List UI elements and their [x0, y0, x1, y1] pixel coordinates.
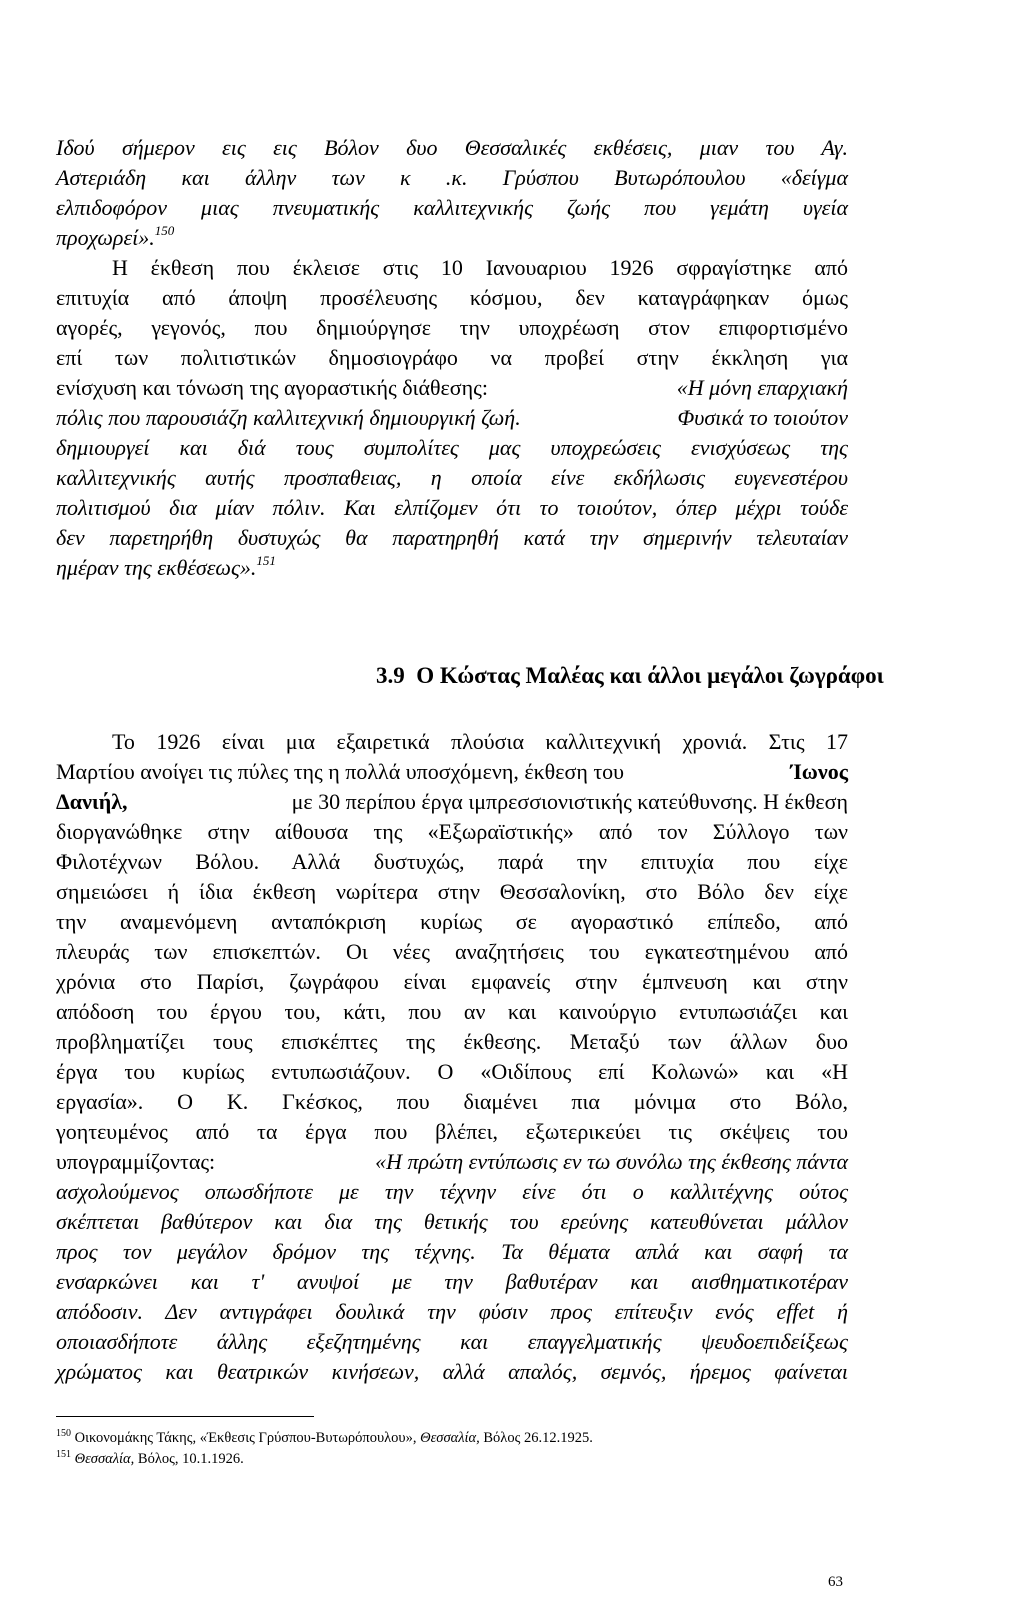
para2-line-18: προς τον μεγάλον δρόμον της τέχνης. Τα θέματα απλά και σαφή τα — [56, 1239, 848, 1264]
para2-line-8: πλευράς των επισκεπτών. Οι νέες αναζητήσεις του εγκατεστημένου από — [56, 939, 848, 964]
page-number: 63 — [828, 1574, 843, 1590]
para2-line-5: Φιλοτέχνων Βόλου. Αλλά δυστυχώς, παρά την επιτυχία που είχε — [56, 849, 848, 874]
para2-line-4: διοργανώθηκε στην αίθουσα της «Εξωραϊστικής» από τον Σύλλογο των — [56, 819, 848, 844]
footnote-details: Βόλος, 10.1.1926. — [137, 1451, 244, 1467]
para1-line-6-b: Φυσικά το τοιούτον — [677, 405, 848, 430]
para2-line-10: απόδοση του έργου του, κάτι, που αν και καινούργιο εντυπωσιάζει και — [56, 999, 848, 1024]
para2-line-20: απόδοσιν. Δεν αντιγράφει δουλικά την φύσιν προς επίτευξιν ενός effet ή — [56, 1299, 848, 1324]
para1-line-3: αγορές, γεγονός, που δημιούργησε την υποχρέωση στον επιφορτισμένο — [56, 315, 848, 340]
para2-line-14: γοητευμένος από τα έργα που βλέπει, εξωτερικεύει τις σκέψεις του — [56, 1119, 848, 1144]
para1-line-4: επί των πολιτιστικών δημοσιογράφο να προβεί στην έκκληση για — [56, 345, 848, 370]
para1-line-11 — [56, 553, 848, 583]
footnote-151 — [56, 1450, 244, 1468]
quote-line-4 — [56, 223, 848, 253]
para2-line-16: ασχολούμενος οπωσδήποτε με την τέχνην είνε ότι ο καλλιτέχνης ούτος — [56, 1179, 848, 1204]
para2-line-9: χρόνια στο Παρίσι, ζωγράφου είναι εμφανείς στην έμπνευση και στην — [56, 969, 848, 994]
para1-line-10: δεν παρετηρήθη δυστυχώς θα παρατηρηθή κατά την σημερινήν τελευταίαν — [56, 525, 848, 550]
footnote-author: Οικονομάκης Τάκης, — [74, 1430, 197, 1446]
para2-line-6: σημειώσει ή ίδια έκθεση νωρίτερα στην Θεσσαλονίκη, στο Βόλο δεν είχε — [56, 879, 848, 904]
para1-line-5 — [56, 373, 848, 403]
para2-line-15 — [56, 1147, 848, 1177]
para1-line-7: δημιουργεί και διά τους συμπολίτες μας υποχρεώσεις ενισχύσεως της — [56, 435, 848, 460]
para2-line-7: την αναμενόμενη ανταπόκριση κυρίως σε αγοραστικό επίπεδο, από — [56, 909, 848, 934]
footnote-ref-150[interactable]: 150 — [154, 223, 175, 238]
para2-line-19: ενσαρκώνει και τ' ανυψοί με την βαθυτέραν και αισθηματικοτέραν — [56, 1269, 848, 1294]
footnote-source: Θεσσαλία, — [74, 1451, 135, 1467]
footnote-150 — [56, 1429, 593, 1447]
para1-line-1: Η έκθεση που έκλεισε στις 10 Ιανουαριου 1926 σφραγίστηκε από — [112, 255, 848, 280]
quote-text: προχωρεί». — [56, 225, 155, 250]
para1-line-6 — [56, 403, 848, 433]
footnote-number: 151 — [56, 1449, 71, 1460]
section-heading — [376, 663, 884, 689]
footnote-title: «Έκθεσις Γρύσπου-Βυτωρόπουλου», — [199, 1430, 417, 1446]
footnote-number: 150 — [56, 1428, 71, 1439]
para2-line-1: Το 1926 είναι μια εξαιρετικά πλούσια καλλιτεχνική χρονιά. Στις 17 — [112, 729, 848, 754]
footnote-ref-151[interactable]: 151 — [256, 553, 276, 568]
para1-line-6-a: πόλις που παρουσιάζη καλλιτεχνική δημιουργική ζωή. — [56, 405, 521, 430]
para2-line-2-text: Μαρτίου ανοίγει τις πύλες της η πολλά υποσχόμενη, έκθεση του — [56, 759, 625, 784]
para2-line-2 — [56, 757, 848, 787]
quote-line-3: ελπιδοφόρον μιας πνευματικής καλλιτεχνικής ζωής που γεμάτη υγεία — [56, 195, 848, 220]
section-title: Ο Κώστας Μαλέας και άλλοι μεγάλοι ζωγράφοι — [416, 663, 884, 688]
para1-line-5-quote: «Η μόνη επαρχιακή — [676, 375, 848, 400]
para2-line-3-text: με 30 περίπου έργα ιμπρεσσιονιστικής κατεύθυνσης. Η έκθεση — [291, 789, 848, 814]
para1-line-2: επιτυχία από άποψη προσέλευσης κόσμου, δεν καταγράφηκαν όμως — [56, 285, 848, 310]
person-name-first: Ίωνος — [790, 759, 848, 784]
section-number: 3.9 — [376, 663, 405, 688]
quote-line-2: Αστεριάδη και άλλην των κ .κ. Γρύσπου Βυτωρόπουλου «δείγμα — [56, 165, 848, 190]
para1-line-8: καλλιτεχνικής αυτής προσπαθειας, η οποία είνε εκδήλωσις ευγενεστέρου — [56, 465, 848, 490]
para2-line-12: έργα του κυρίως εντυπωσιάζουν. Ο «Οιδίπους επί Κολωνώ» και «Η — [56, 1059, 848, 1084]
para2-line-3 — [56, 787, 848, 817]
footnote-source: Θεσσαλία, — [420, 1430, 480, 1446]
para2-line-13: εργασία». Ο Κ. Γκέσκος, που διαμένει πια μόνιμα στο Βόλο, — [56, 1089, 848, 1114]
para2-line-22: χρώματος και θεατρικών κινήσεων, αλλά απαλός, σεμνός, ήρεμος φαίνεται — [56, 1359, 848, 1384]
para1-line-11-text: ημέραν της εκθέσεως». — [56, 555, 257, 580]
footnote-divider — [56, 1416, 314, 1417]
para2-line-17: σκέπτεται βαθύτερον και δια της θετικής του ερεύνης κατευθύνεται μάλλον — [56, 1209, 848, 1234]
quote-line-1: Ιδού σήμερον εις εις Βόλον δυο Θεσσαλικές εκθέσεις, μιαν του Αγ. — [56, 135, 848, 160]
person-name-last: Δανιήλ, — [56, 789, 128, 814]
para1-line-5-text: ενίσχυση και τόνωση της αγοραστικής διάθεσης: — [56, 375, 488, 400]
para2-line-11: προβληματίζει τους επισκέπτες της έκθεσης. Μεταξύ των άλλων δυο — [56, 1029, 848, 1054]
para1-line-9: πολιτισμού δια μίαν πόλιν. Και ελπίζομεν ότι το τοιούτον, όπερ μέχρι τούδε — [56, 495, 848, 520]
para2-line-15-text: υπογραμμίζοντας: — [56, 1149, 216, 1174]
footnote-details: Βόλος 26.12.1925. — [483, 1430, 593, 1446]
para2-line-21: οποιασδήποτε άλλης εξεζητημένης και επαγγελματικής ψευδοεπιδείξεως — [56, 1329, 848, 1354]
para2-line-15-quote: «Η πρώτη εντύπωσις εν τω συνόλω της έκθεσης πάντα — [375, 1149, 848, 1174]
